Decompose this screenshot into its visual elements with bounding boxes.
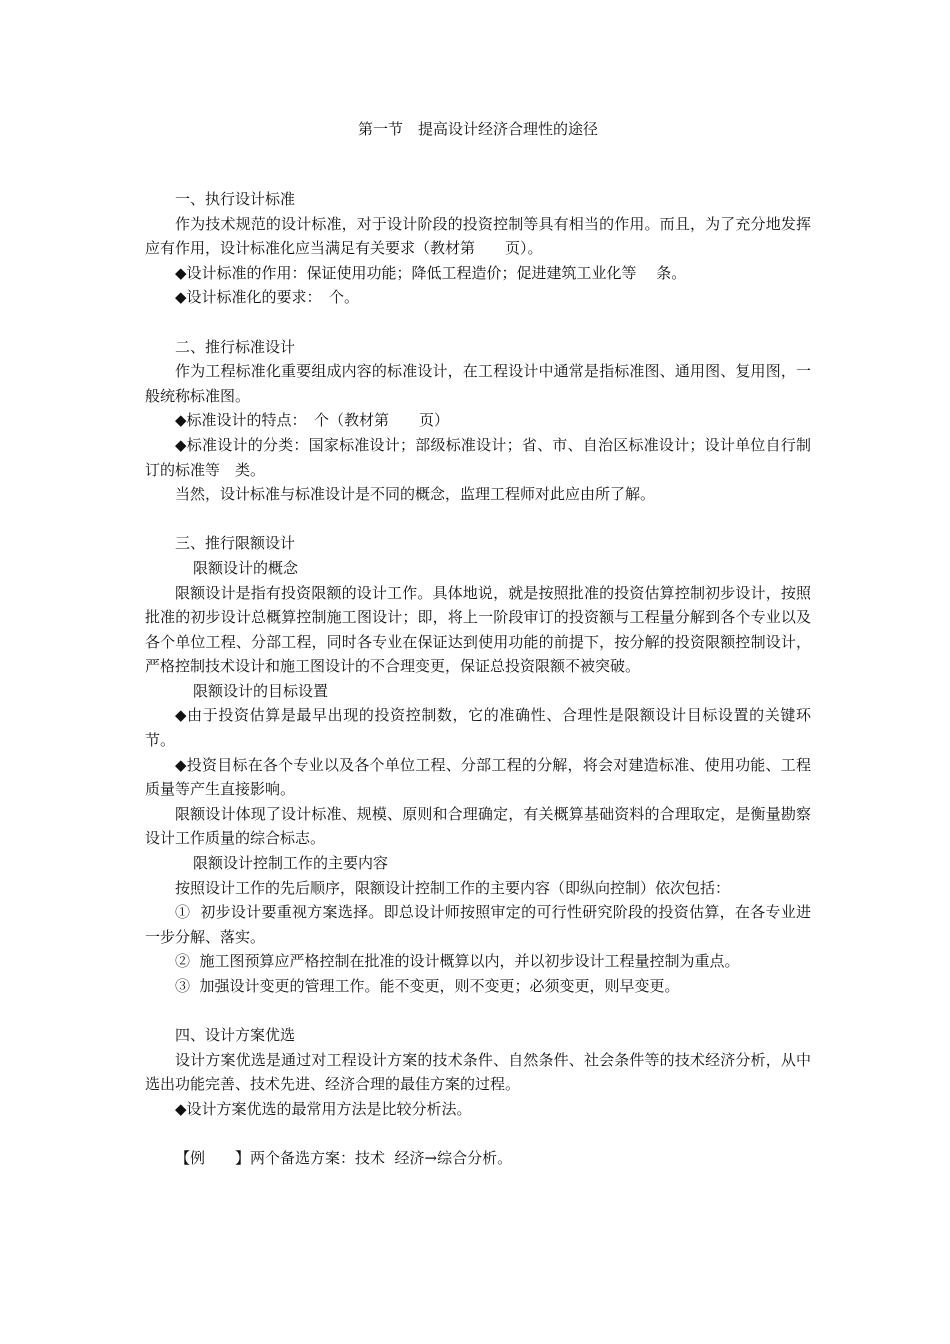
numbered-item: ② 施工图预算应严格控制在批准的设计概算以内，并以初步设计工程量控制为重点。 — [175, 952, 740, 971]
bullet-item: ◆投资目标在各个专业以及各个单位工程、分部工程的分解，将会对建造标准、使用功能、工程质量等产生直接影响。 — [145, 755, 811, 799]
section-heading-2: 二、推行标准设计 — [175, 337, 296, 356]
numbered-item: ① 初步设计要重视方案选择。即总设计师按照审定的可行性研究阶段的投资估算，在各专业进一步分解、落实。 — [145, 903, 811, 946]
section-heading-4: 四、设计方案优选 — [175, 1026, 296, 1045]
bullet-item: ◆由于投资估算是最早出现的投资控制数，它的准确性、合理性是限额设计目标设置的关键环节。 — [145, 706, 811, 750]
paragraph: 设计方案优选是通过对工程设计方案的技术条件、自然条件、社会条件等的技术经济分析，从中选出功能完善、技术先进、经济合理的最佳方案的过程。 — [145, 1050, 811, 1094]
section-gap — [145, 999, 811, 1024]
section-heading-1: 一、执行设计标准 — [175, 190, 296, 208]
subheading: 限额设计的概念 — [193, 558, 299, 577]
paragraph: 作为技术规范的设计标准，对于设计阶段的投资控制等具有相当的作用。而且，为了充分地发挥应有作用，设计标准化应当满足有关要求（教材第 页）。 — [145, 214, 811, 258]
paragraph: 按照设计工作的先后顺序，限额设计控制工作的主要内容（即纵向控制）依次包括： — [175, 878, 731, 897]
bullet-item: ◆设计方案优选的最常用方法是比较分析法。 — [175, 1099, 472, 1118]
section-gap — [145, 507, 811, 532]
bullet-item: ◆标准设计的分类：国家标准设计；部级标准设计；省、市、自治区标准设计；设计单位自行制订的标准等 类。 — [145, 435, 811, 479]
paragraph: 当然，设计标准与标准设计是不同的概念，监理工程师对此应由所了解。 — [175, 485, 656, 504]
bullet-item: ◆设计标准的作用：保证使用功能；降低工程造价；促进建筑工业化等 条。 — [175, 263, 687, 282]
section-heading-3: 三、推行限额设计 — [175, 534, 296, 553]
subheading: 限额设计控制工作的主要内容 — [193, 854, 389, 873]
section-gap — [145, 1122, 811, 1147]
bullet-item: ◆标准设计的特点： 个（教材第 页） — [175, 411, 450, 430]
example-line: 【例 】两个备选方案：技术 经济→综合分析。 — [175, 1149, 513, 1168]
subheading: 限额设计的目标设置 — [193, 681, 329, 700]
page-title: 第一节 提高设计经济合理性的途径 — [357, 120, 598, 138]
paragraph: 限额设计是指有投资限额的设计工作。具体地说，就是按照批准的投资估算控制初步设计，按照批准的初步设计总概算控制施工图设计；即，将上一阶段审订的投资额与工程量分解到各个专业以及各个单位工程、分部工程，同时各专业在保证达到使用功能的前提下，按分解的投资限额控制设计，严格控制技术设计和施工图设计的不合理变更，保证总投资限额不被突破。 — [145, 583, 811, 676]
document-body — [145, 187, 811, 1171]
numbered-item: ③ 加强设计变更的管理工作。能不变更，则不变更；必须变更，则早变更。 — [175, 977, 680, 995]
bullet-item: ◆设计标准化的要求： 个。 — [175, 288, 360, 307]
paragraph: 限额设计体现了设计标准、规模、原则和合理确定，有关概算基础资料的合理取定，是衡量勘察设计工作质量的综合标志。 — [145, 804, 811, 848]
paragraph: 作为工程标准化重要组成内容的标准设计，在工程设计中通常是指标准图、通用图、复用图，一般统称标准图。 — [145, 362, 811, 405]
section-gap — [145, 310, 811, 335]
